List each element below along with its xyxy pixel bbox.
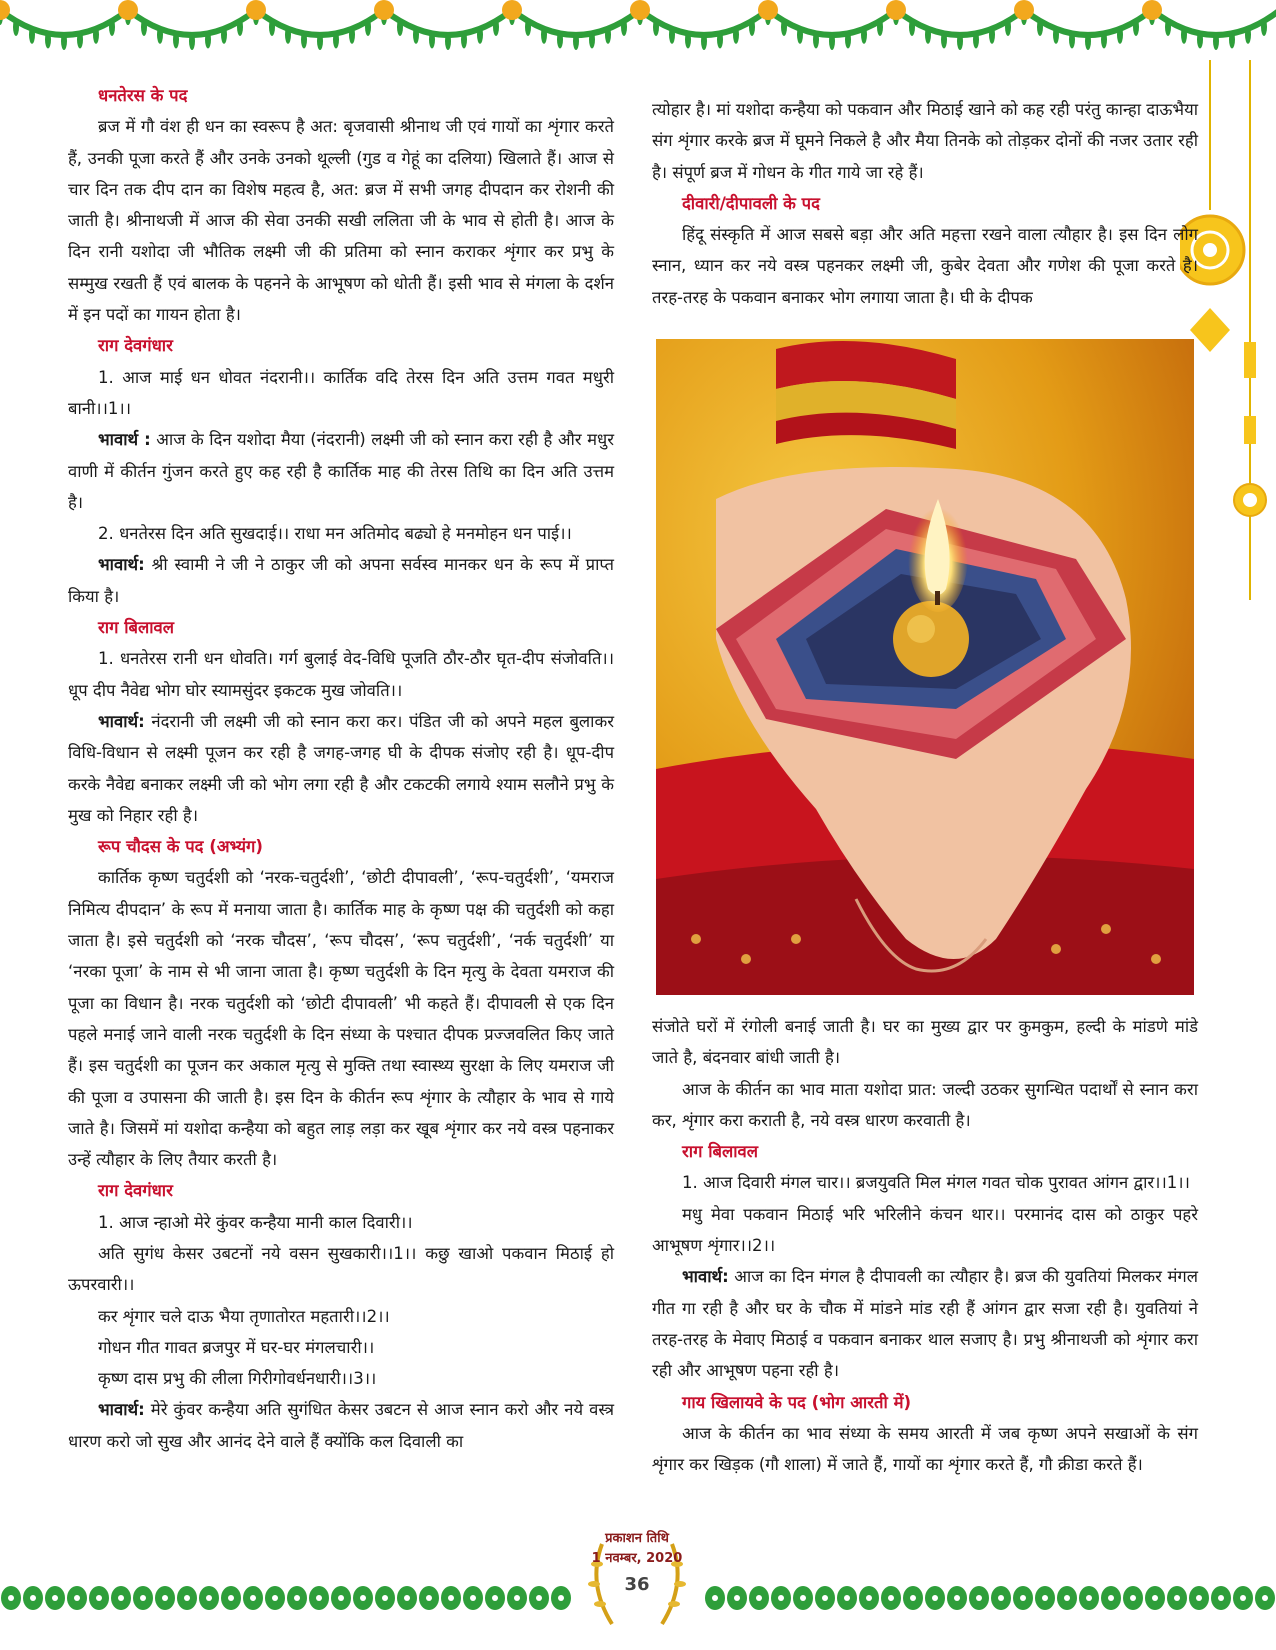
- diya-photo: [656, 339, 1194, 995]
- meaning-text: श्री स्वामी ने जी ने ठाकुर जी को अपना सर्वस्व मानकर धन के रूप में प्राप्त किया है।: [68, 555, 614, 606]
- meaning-paragraph: [68, 706, 614, 831]
- meaning-paragraph: [68, 549, 614, 612]
- meaning-text: आज का दिन मंगल है दीपावली का त्यौहार है। ब्रज की युवतियां मिलकर मंगल गीत गा रही है और घर के चौक में मांडने मांड रही हैं आंगन द्वार सजा रही है। युवतियां ने तरह-तरह के मेवाए मिठाई व पकवान बनाकर थाल सजाए है। प्रभु श्रीनाथजी को शृंगार करा रही और आभूषण पहना रही है।: [652, 1267, 1198, 1381]
- diya-in-hand-illustration: [656, 339, 1194, 995]
- section-heading-gaay: गाय खिलायवे के पद (भोग आरती में): [682, 1392, 912, 1412]
- section-heading-raag: राग देवगंधार: [98, 336, 173, 356]
- meaning-label: भावार्थ:: [98, 1400, 145, 1420]
- verse: अति सुगंध केसर उबटनों नये वसन सुखकारी।।1।। कछु खाओ पकवान मिठाई हो ऊपरवारी।।: [68, 1243, 614, 1295]
- right-column-bottom: [652, 1011, 1198, 1480]
- section-heading-raag: राग बिलावल: [98, 618, 175, 638]
- publication-date-badge: [582, 1524, 692, 1644]
- top-garland-decoration: [0, 0, 1276, 70]
- meaning-text: मेरे कुंवर कन्हैया अति सुगंधित केसर उबटन से आज स्नान करो और नये वस्त्र धारण करो जो सुख और आनंद देने वाले हैं क्योंकि कल दिवाली का: [68, 1400, 614, 1451]
- section-heading-roop-chaudas: रूप चौदस के पद (अभ्यंग): [98, 837, 263, 857]
- verse: 2. धनतेरस दिन अति सुखदाई।। राधा मन अतिमोद बढ्यो हे मनमोहन धन पाई।।: [98, 524, 572, 544]
- paragraph: ब्रज में गौ वंश ही धन का स्वरूप है अत: बृजवासी श्रीनाथ जी एवं गायों का शृंगार करते हैं, उनकी पूजा करते हैं और उनके उनको थूल्ली (गुड व गेहूं का दलिया) खिलाते हैं। आज से चार दिन तक दीप दान का विशेष महत्व है, अत: ब्रज में सभी जगह दीपदान कर रोशनी की जाती है। श्रीनाथजी में आज की सेवा उनकी सखी ललिता जी के भाव से होती है। आज के दिन रानी यशोदा जी भौतिक लक्ष्मी जी की प्रतिमा को स्नान कराकर शृंगार कर प्रभु के सम्मुख रखती हैं एवं बालक के पहनने के आभूषण को धोती हैं। इसी भाव से मंगला के दर्शन में इन पदों का गायन होता है।: [68, 117, 614, 325]
- paragraph: त्योहार है। मां यशोदा कन्हैया को पकवान और मिठाई खाने को कह रही परंतु कान्हा दाऊभैया संग शृंगार करके ब्रज में घूमने निकले है और मैया तिनके को तोड़कर दोनों की नजर उतार रही है। संपूर्ण ब्रज में गोधन के गीत गाये जा रहे हैं।: [652, 100, 1198, 182]
- right-column-top: [652, 94, 1198, 313]
- paragraph: संजोते घरों में रंगोली बनाई जाती है। घर का मुख्य द्वार पर कुमकुम, हल्दी के मांडणे मांडे जाते है, बंदनवार बांधी जाती है।: [652, 1017, 1198, 1068]
- section-heading-raag: राग देवगंधार: [98, 1181, 173, 1201]
- meaning-paragraph: [652, 1261, 1198, 1386]
- page-number: 36: [624, 1574, 650, 1595]
- verse: 1. धनतेरस रानी धन धोवति। गर्ग बुलाई वेद-विधि पूजति ठौर-ठौर घृत-दीप संजोवति।। धूप दीप नैवेद्य भोग घोर स्यामसुंदर इकटक मुख जोवति।।: [68, 649, 614, 700]
- badge-date: 1 नवम्बर, 2020: [591, 1551, 683, 1566]
- meaning-text: नंदरानी जी लक्ष्मी जी को स्नान करा कर। पंडित जी को अपने महल बुलाकर विधि-विधान से लक्ष्मी पूजन कर रही है जगह-जगह घी के दीपक संजोए रही है। धूप-दीप करके नैवेद्य बनाकर लक्ष्मी जी को भोग लगा रही है और टकटकी लगाये श्याम सलौने प्रभु के मुख को निहार रही है।: [68, 711, 614, 825]
- verse: मधु मेवा पकवान मिठाई भरि भरिलीने कंचन थार।। परमानंद दास को ठाकुर पहरे आभूषण शृंगार।।2।।: [652, 1204, 1198, 1256]
- left-column: [68, 80, 614, 1457]
- paragraph: हिंदू संस्कृति में आज सबसे बड़ा और अति महत्ता रखने वाला त्यौहार है। इस दिन लोग स्नान, ध्यान कर नये वस्त्र पहनकर लक्ष्मी जी, कुबेर देवता और गणेश की पूजा करते है। तरह-तरह के पकवान बनाकर भोग लगाया जाता है। घी के दीपक: [652, 225, 1198, 307]
- badge-title: प्रकाशन तिथि: [605, 1531, 669, 1546]
- paragraph: आज के कीर्तन का भाव संध्या के समय आरती में जब कृष्ण अपने सखाओं के संग शृंगार कर खिड़क (गौ शाला) में जाते हैं, गायों का शृंगार करते हैं, गौ क्रीडा करते हैं।: [652, 1423, 1198, 1475]
- meaning-label: भावार्थ:: [98, 711, 145, 731]
- section-heading-deepawali: दीवारी/दीपावली के पद: [682, 193, 820, 213]
- section-heading-dhanteras: धनतेरस के पद: [98, 86, 188, 105]
- meaning-label: भावार्थ:: [682, 1267, 729, 1287]
- verse: कृष्ण दास प्रभु की लीला गिरीगोवर्धनधारी।।3।।: [98, 1369, 377, 1389]
- verse: 1. आज माई धन धोवत नंदरानी।। कार्तिक वदि तेरस दिन अति उत्तम गवत मधुरी बानी।।1।।: [68, 367, 614, 418]
- verse: 1. आज न्हाओ मेरे कुंवर कन्हैया मानी काल दिवारी।।: [98, 1212, 413, 1232]
- meaning-label: भावार्थ:: [98, 555, 145, 575]
- meaning-paragraph: [68, 1394, 614, 1457]
- section-heading-raag: राग बिलावल: [682, 1142, 759, 1162]
- meaning-text: आज के दिन यशोदा मैया (नंदरानी) लक्ष्मी जी को स्नान करा रही है और मधुर वाणी में कीर्तन गुंजन करते हुए कह रही है कार्तिक माह की तेरस तिथि का दिन अति उत्तम है।: [68, 430, 614, 512]
- verse: 1. आज दिवारी मंगल चार।। ब्रजयुवति मिल मंगल गवत चोक पुरावत आंगन द्वार।।1।।: [682, 1173, 1190, 1193]
- verse: गोधन गीत गावत ब्रजपुर में घर-घर मंगलचारी।।: [98, 1337, 375, 1357]
- meaning-label: भावार्थ :: [98, 430, 151, 450]
- paragraph: कार्तिक कृष्ण चतुर्दशी को ‘नरक-चतुर्दशी’, ‘छोटी दीपावली’, ‘रूप-चतुर्दशी’, ‘यमराज निमित्य दीपदान’ के रूप में मनाया जाता है। कार्तिक माह के कृष्ण पक्ष की चतुर्दशी को कहा जाता है। इसे चतुर्दशी को ‘नरक चौदस’, ‘रूप चौदस’, ‘रूप चतुर्दशी’, ‘नर्क चतुर्दशी’ या ‘नरका पूजा’ के नाम से भी जाना जाता है। कृष्ण चतुर्दशी के दिन मृत्यु के देवता यमराज की पूजा का विधान है। नरक चतुर्दशी को ‘छोटी दीपावली’ भी कहते हैं। दीपावली से एक दिन पहले मनाई जाने वाली नरक चतुर्दशी के दिन संध्या के पश्चात दीपक प्रज्जवलित किए जाते हैं। इस चतुर्दशी का पूजन कर अकाल मृत्यु से मुक्ति तथा स्वास्थ्य सुरक्षा के लिए यमराज जी की पूजा व उपासना की जाती है। इस दिन के कीर्तन रूप शृंगार के त्यौहार के भाव से गाये जाते है। जिसमें मां यशोदा कन्हैया को बहुत लाड़ लड़ा कर खूब शृंगार कर नये वस्त्र पहनाकर उन्हें त्यौहार के लिए तैयार करती है।: [68, 868, 614, 1170]
- verse: कर शृंगार चले दाऊ भैया तृणातोरत महतारी।।2।।: [98, 1306, 390, 1326]
- meaning-paragraph: [68, 424, 614, 518]
- paragraph: आज के कीर्तन का भाव माता यशोदा प्रात: जल्दी उठकर सुगन्धित पदार्थों से स्नान करा कर, शृंगार करा कराती है, नये वस्त्र धारण करवाती है।: [652, 1079, 1198, 1130]
